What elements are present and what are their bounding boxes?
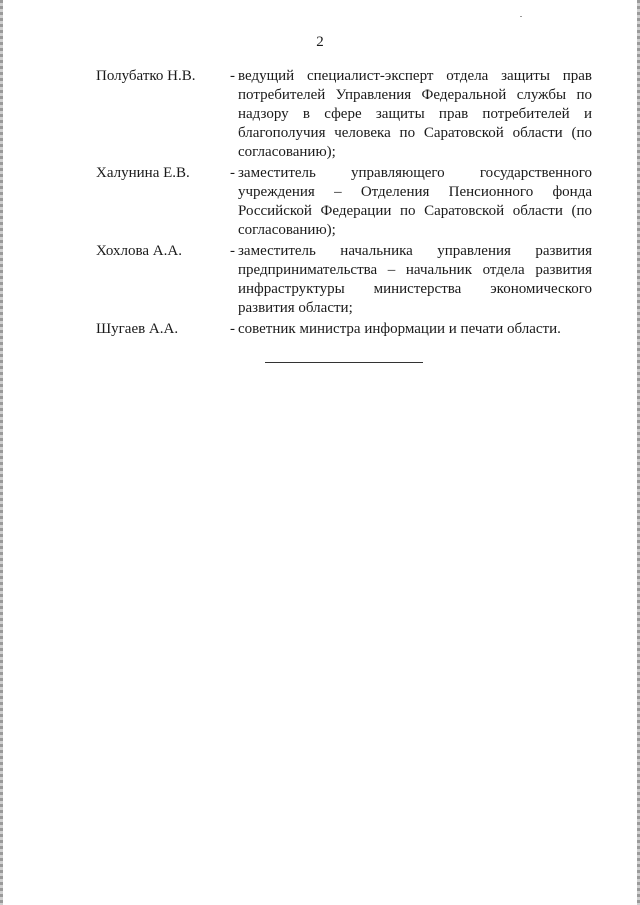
member-position: заместитель управляющего государственного учреждения – Отделения Пенсионного фонда Российской Федерации по Саратовской области (по согласованию); [238, 165, 592, 238]
dash: - [230, 243, 235, 259]
list-item [96, 67, 592, 162]
page-number: 2 [316, 34, 324, 50]
dash: - [230, 68, 235, 84]
member-list [96, 67, 592, 341]
member-position: ведущий специалист-эксперт отдела защиты прав потребителей Управления Федеральной службы по надзору в сфере защиты прав потребителей и благополучия человека по Саратовской области (по согласованию); [238, 68, 592, 160]
scan-speck [520, 16, 522, 17]
dash: - [230, 165, 235, 181]
end-divider [265, 362, 423, 363]
member-description [230, 67, 592, 162]
member-position: советник министра информации и печати области. [238, 321, 561, 337]
member-position: заместитель начальника управления развития предпринимательства – начальник отдела развития инфраструктуры министерства экономического развития области; [238, 243, 592, 316]
list-item [96, 164, 592, 240]
member-name: Шугаев А.А. [96, 321, 179, 337]
member-description [230, 242, 592, 318]
list-item [96, 242, 592, 318]
member-name: Хохлова А.А. [96, 243, 182, 259]
member-name: Халунина Е.В. [96, 165, 190, 181]
member-description [230, 164, 592, 240]
list-item [96, 320, 592, 339]
dash: - [230, 321, 235, 337]
member-name: Полубатко Н.В. [96, 68, 196, 84]
member-description [230, 320, 592, 339]
scan-edge-left [0, 0, 3, 905]
